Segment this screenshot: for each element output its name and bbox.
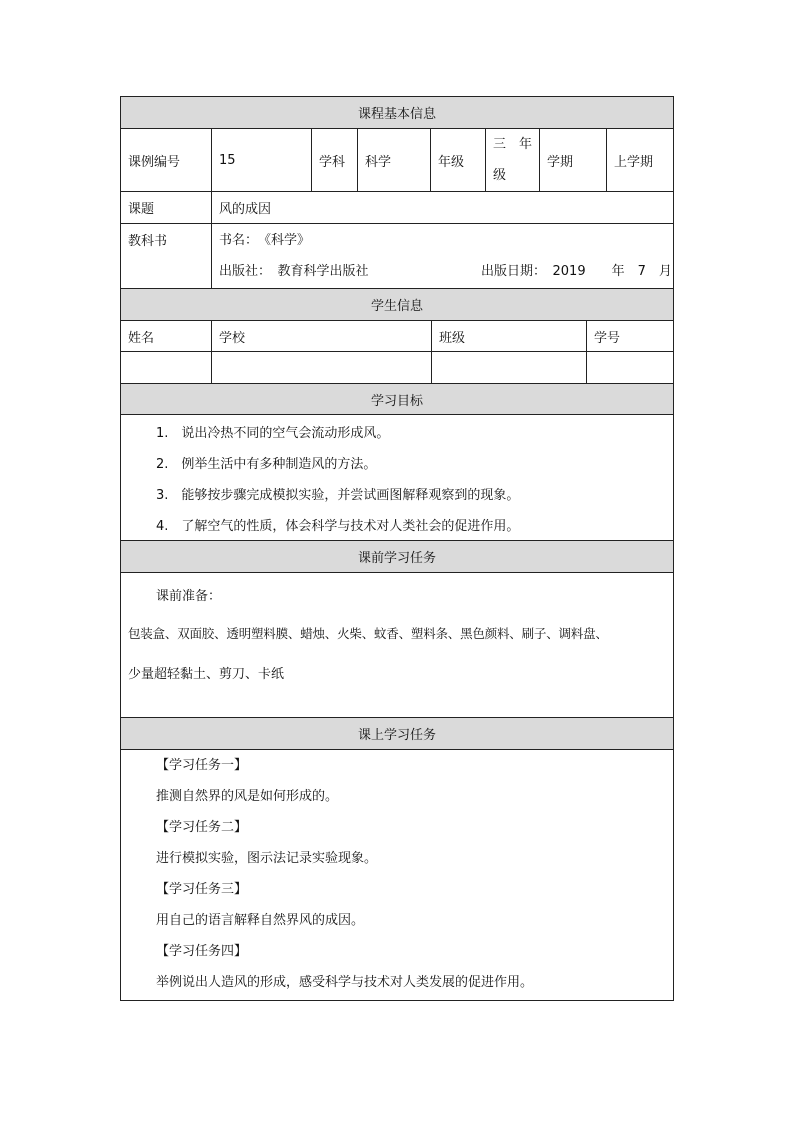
task-desc: 举例说出人造风的形成，感受科学与技术对人类发展的促进作用。 <box>156 975 534 990</box>
task-title: 【学习任务一】 <box>156 758 248 773</box>
case-no-value: 15 <box>212 129 312 191</box>
task-title: 【学习任务四】 <box>156 944 248 959</box>
in-class-content <box>121 750 673 1000</box>
topic-label: 课题 <box>121 192 212 223</box>
task-desc: 用自己的语言解释自然界风的成因。 <box>156 913 365 928</box>
topic-value: 风的成因 <box>219 202 272 217</box>
in-class-header: 课上学习任务 <box>121 718 673 749</box>
grade-value-line2: 级 <box>493 168 507 183</box>
term-label: 学期 <box>540 129 607 191</box>
student-info-values-row <box>121 352 673 384</box>
class-label: 班级 <box>432 321 587 351</box>
class-field[interactable] <box>432 352 587 383</box>
objectives-list <box>121 415 673 540</box>
materials-line2: 少量超轻黏土、剪刀、卡纸 <box>128 667 285 682</box>
objectives-header-row <box>121 384 673 415</box>
textbook-label: 教科书 <box>121 224 212 288</box>
publisher: 出版社： 教育科学出版社 <box>219 264 369 279</box>
publish-date: 出版日期： 2019 年 7 月 <box>481 264 672 279</box>
objective-item: 1. 说出冷热不同的空气会流动形成风。 <box>156 426 390 441</box>
student-info-labels-row <box>121 321 673 352</box>
publisher-line <box>219 256 672 287</box>
textbook-info <box>212 224 673 288</box>
course-info-header-row <box>121 97 673 129</box>
in-class-row <box>121 750 673 1000</box>
pre-class-header-row <box>121 541 673 573</box>
pre-class-header: 课前学习任务 <box>121 541 673 572</box>
school-label: 学校 <box>212 321 432 351</box>
textbook-row <box>121 224 673 289</box>
course-info-header: 课程基本信息 <box>121 97 673 128</box>
term-value: 上学期 <box>614 154 654 170</box>
prep-label: 课前准备： <box>156 589 222 604</box>
book-name: 书名： 《科学》 <box>219 233 311 248</box>
student-id-field[interactable] <box>587 352 673 383</box>
student-name-field[interactable] <box>121 352 212 383</box>
student-info-header-row <box>121 289 673 321</box>
task-title: 【学习任务三】 <box>156 882 248 897</box>
objectives-header: 学习目标 <box>121 384 673 414</box>
in-class-header-row <box>121 718 673 750</box>
grade-value <box>486 129 540 191</box>
student-id-label: 学号 <box>594 330 621 346</box>
objective-item: 4. 了解空气的性质，体会科学与技术对人类社会的促进作用。 <box>156 519 520 534</box>
objectives-row <box>121 415 673 541</box>
grade-label: 年级 <box>431 129 486 191</box>
case-no-label: 课例编号 <box>121 129 212 191</box>
subject-label: 学科 <box>312 129 358 191</box>
course-basic-row <box>121 129 673 192</box>
course-table <box>120 96 674 1001</box>
topic-row <box>121 192 673 224</box>
task-title: 【学习任务二】 <box>156 820 248 835</box>
grade-value-line1: 三 年 <box>493 137 533 152</box>
objective-item: 3. 能够按步骤完成模拟实验，并尝试画图解释观察到的现象。 <box>156 488 520 503</box>
pre-class-row <box>121 573 673 718</box>
materials-line1: 包装盒、双面胶、透明塑料膜、蜡烛、火柴、蚊香、塑料条、黑色颜料、刷子、调料盘、 <box>128 626 608 641</box>
task-desc: 进行模拟实验，图示法记录实验现象。 <box>156 851 378 866</box>
student-info-header: 学生信息 <box>121 289 673 320</box>
pre-class-content <box>121 573 673 717</box>
school-field[interactable] <box>212 352 432 383</box>
task-desc: 推测自然界的风是如何形成的。 <box>156 789 339 804</box>
student-name-label: 姓名 <box>121 321 212 351</box>
subject-value: 科学 <box>358 129 431 191</box>
objective-item: 2. 例举生活中有多种制造风的方法。 <box>156 457 377 472</box>
